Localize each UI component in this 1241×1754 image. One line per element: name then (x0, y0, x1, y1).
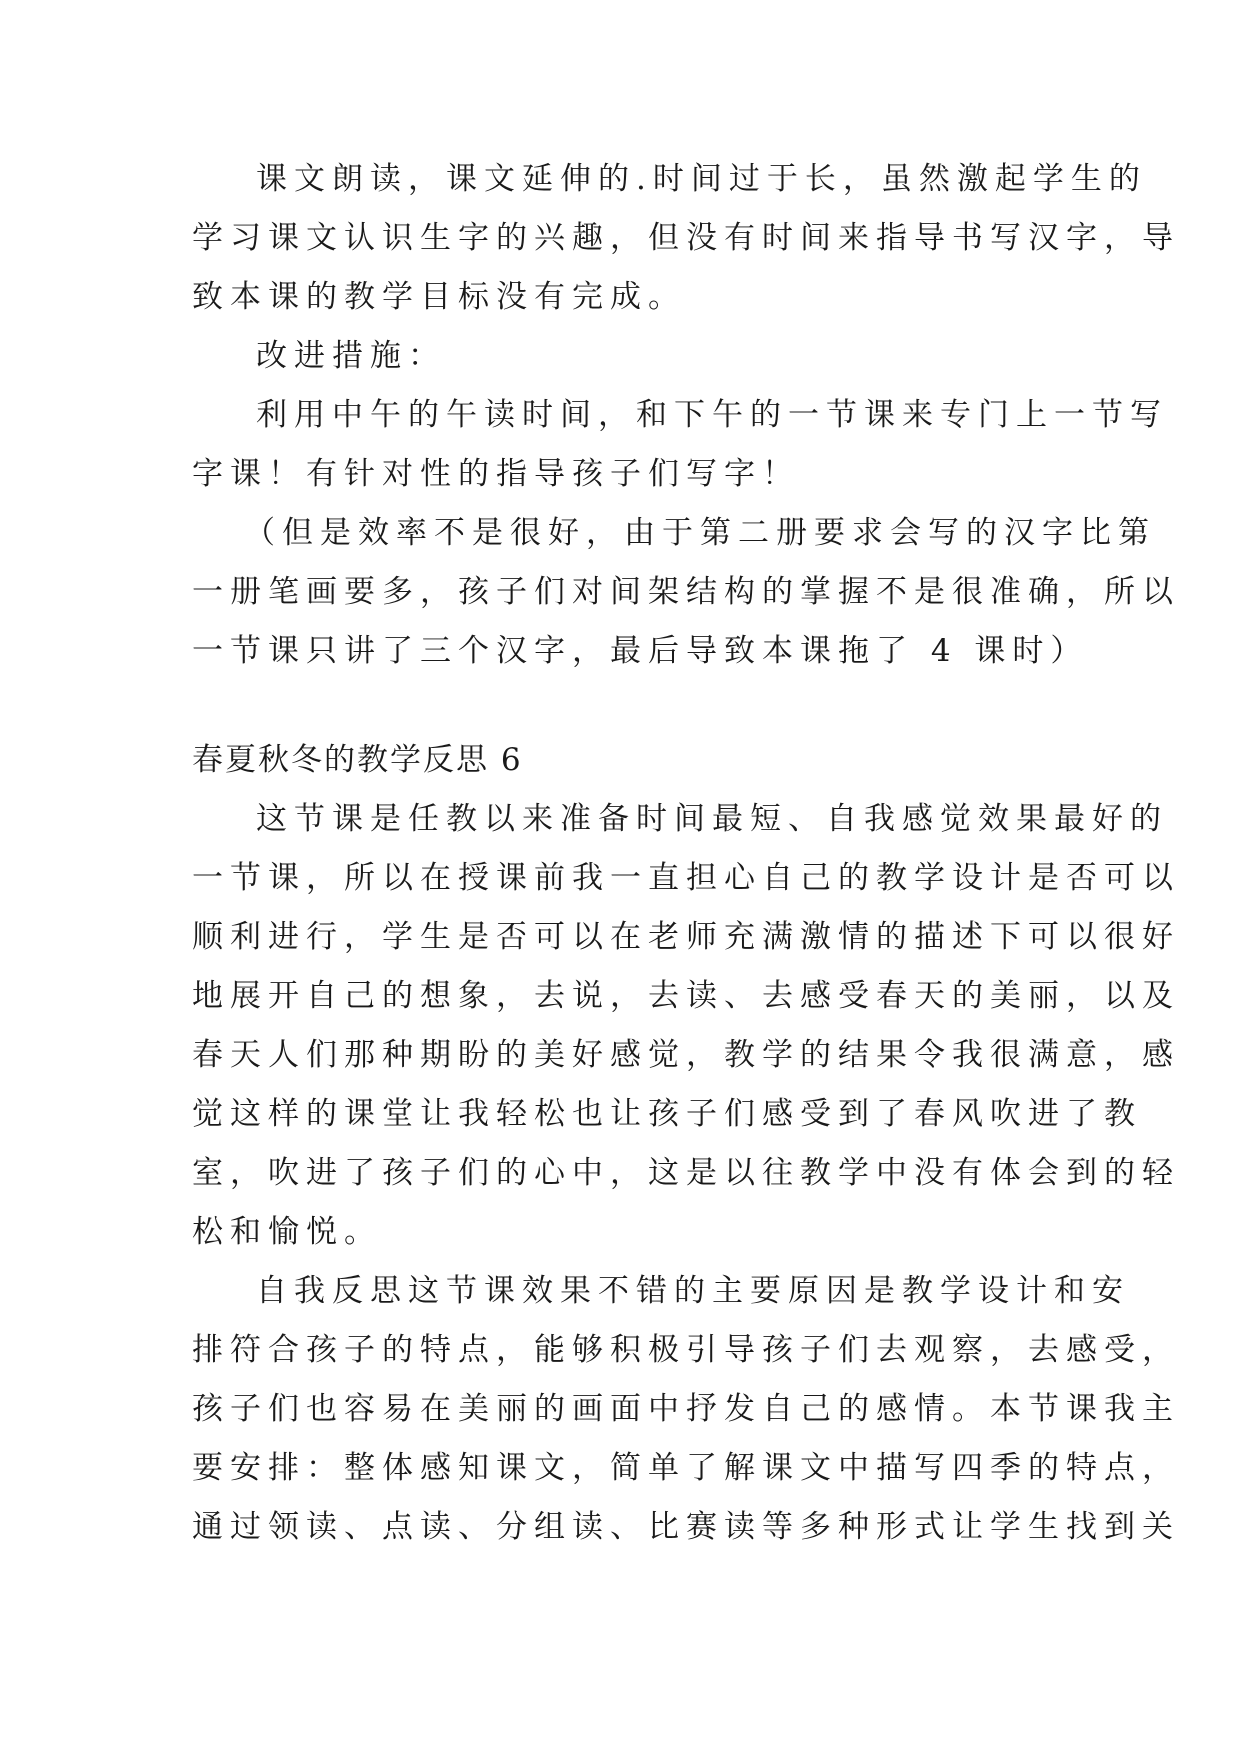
text-line: 要安排：整体感知课文，简单了解课文中描写四季的特点， (192, 1450, 1180, 1486)
text-line: 一节课只讲了三个汉字，最后导致本课拖了 4 课时） (192, 633, 1089, 669)
paragraph-reading-issue (192, 150, 1180, 327)
text-line: 通过领读、点读、分组读、比赛读等多种形式让学生找到关 (192, 1509, 1180, 1545)
text-line: 觉这样的课堂让我轻松也让孩子们感受到了春风吹进了教 (192, 1096, 1142, 1132)
text-line: （但是效率不是很好，由于第二册要求会写的汉字比第 (244, 515, 1156, 551)
text-line: 春天人们那种期盼的美好感觉，教学的结果令我很满意，感 (192, 1037, 1180, 1073)
text-line: 顺利进行，学生是否可以在老师充满激情的描述下可以很好 (192, 919, 1180, 955)
text-line: 致本课的教学目标没有完成。 (192, 279, 686, 315)
text-line: 利用中午的午读时间，和下午的一节课来专门上一节写 (256, 397, 1168, 433)
section-gap (192, 681, 1052, 731)
paragraph-lesson-reflection (192, 790, 1180, 1262)
text-line: 课文朗读，课文延伸的.时间过于长，虽然激起学生的 (256, 161, 1147, 197)
text-line: 地展开自己的想象，去说，去读、去感受春天的美丽，以及 (192, 978, 1180, 1014)
paragraph-improvement-heading (192, 327, 1052, 386)
text-line: 这节课是任教以来准备时间最短、自我感觉效果最好的 (256, 801, 1168, 837)
text-line: 改进措施： (256, 338, 446, 374)
paragraph-efficiency-note (192, 504, 1180, 681)
text-line: 室，吹进了孩子们的心中，这是以往教学中没有体会到的轻 (192, 1155, 1180, 1191)
text-line: 孩子们也容易在美丽的画面中抒发自己的感情。本节课我主 (192, 1391, 1180, 1427)
paragraph-improvement-measure (192, 386, 1168, 504)
paragraph-self-reflection (192, 1262, 1180, 1557)
text-line: 松和愉悦。 (192, 1214, 382, 1250)
text-line: 一节课，所以在授课前我一直担心自己的教学设计是否可以 (192, 860, 1180, 896)
text-line: 学习课文认识生字的兴趣，但没有时间来指导书写汉字，导 (192, 220, 1180, 256)
document-page (192, 150, 1180, 1557)
text-line: 排符合孩子的特点，能够积极引导孩子们去观察，去感受， (192, 1332, 1180, 1368)
text-line: 字课！有针对性的指导孩子们写字！ (192, 456, 800, 492)
text-line: 自我反思这节课效果不错的主要原因是教学设计和安 (256, 1273, 1130, 1309)
section-title: 春夏秋冬的教学反思 6 (192, 742, 523, 778)
text-line: 一册笔画要多，孩子们对间架结构的掌握不是很准确，所以 (192, 574, 1180, 610)
